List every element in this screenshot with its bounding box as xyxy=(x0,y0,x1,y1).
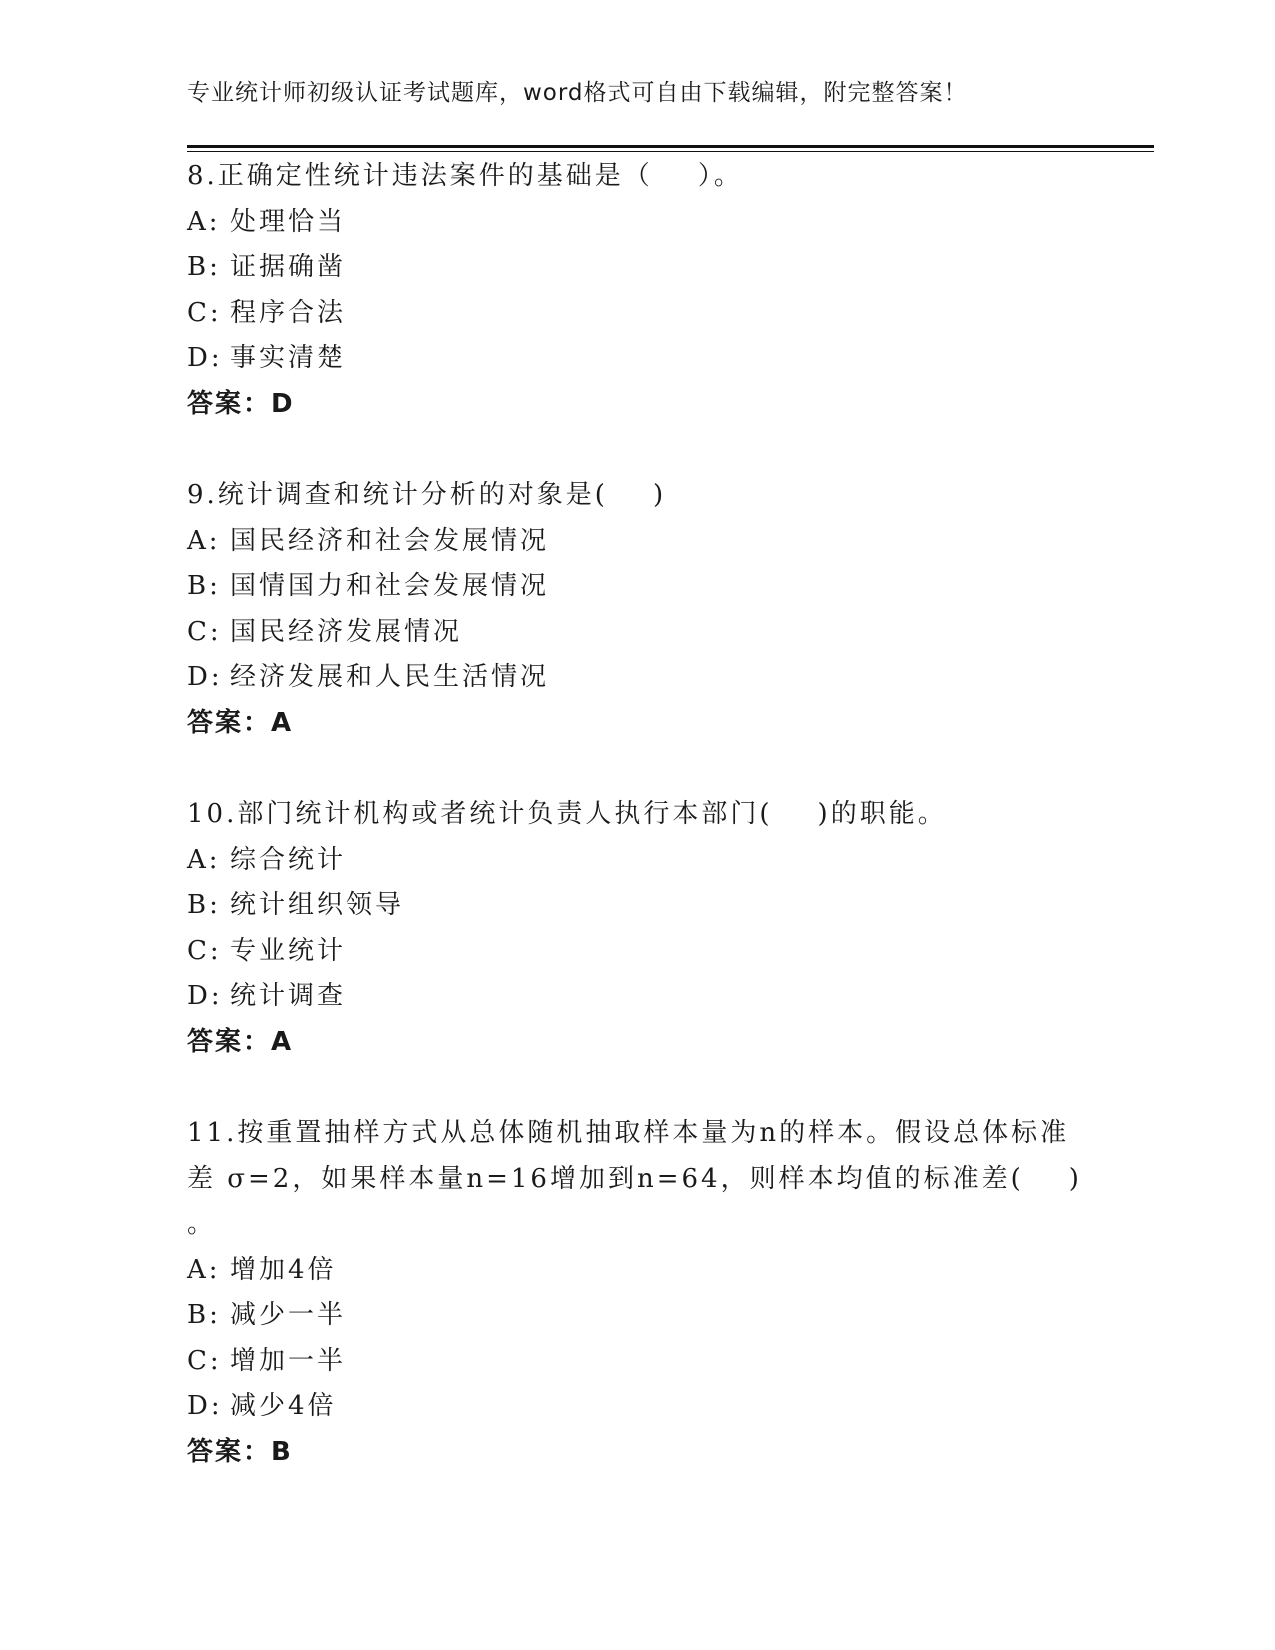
option-b xyxy=(187,1293,1087,1339)
option-letter: B: xyxy=(187,252,221,282)
question-stem: 9.统计调查和统计分析的对象是( ) xyxy=(187,480,667,510)
question-stem: 8.正确定性统计违法案件的基础是（ ）。 xyxy=(187,161,743,191)
option-text: 国情国力和社会发展情况 xyxy=(230,571,550,601)
option-letter: D: xyxy=(187,662,223,692)
option-text: 经济发展和人民生活情况 xyxy=(230,662,550,692)
option-letter: A: xyxy=(187,1254,221,1285)
question-8 xyxy=(187,154,1087,427)
option-text: 综合统计 xyxy=(230,844,347,875)
option-letter: B: xyxy=(187,571,221,601)
option-d xyxy=(187,655,1087,701)
option-b xyxy=(187,564,1087,610)
option-c xyxy=(187,291,1087,337)
option-letter: C: xyxy=(187,616,222,647)
option-text: 证据确凿 xyxy=(230,252,347,282)
option-letter: A: xyxy=(187,525,221,556)
option-text: 程序合法 xyxy=(230,297,347,328)
option-a xyxy=(187,1248,1087,1294)
question-stem: 11.按重置抽样方式从总体随机抽取样本量为n的样本。假设总体标准 xyxy=(187,1118,1070,1148)
option-text: 减少一半 xyxy=(230,1300,347,1330)
option-letter: B: xyxy=(187,1300,221,1330)
option-text: 国民经济和社会发展情况 xyxy=(230,525,550,556)
page-header: 专业统计师初级认证考试题库，word格式可自由下载编辑，附完整答案！ xyxy=(187,80,968,106)
option-text: 增加一半 xyxy=(230,1345,347,1376)
question-11 xyxy=(187,1111,1087,1475)
option-letter: C: xyxy=(187,1345,222,1376)
option-text: 国民经济发展情况 xyxy=(230,616,463,647)
option-c xyxy=(187,1339,1087,1385)
answer-line: 答案：B xyxy=(187,1436,293,1467)
option-letter: C: xyxy=(187,935,222,966)
option-a xyxy=(187,200,1087,246)
option-text: 减少4倍 xyxy=(230,1391,337,1421)
option-text: 增加4倍 xyxy=(230,1254,337,1285)
option-c xyxy=(187,929,1087,975)
option-d xyxy=(187,336,1087,382)
option-letter: D: xyxy=(187,343,223,373)
answer-line: 答案：A xyxy=(187,707,294,738)
option-b xyxy=(187,883,1087,929)
answer-line: 答案：A xyxy=(187,1026,294,1057)
option-d xyxy=(187,974,1087,1020)
option-letter: D: xyxy=(187,1391,223,1421)
option-a xyxy=(187,519,1087,565)
question-stem: 。 xyxy=(187,1209,217,1239)
option-text: 处理恰当 xyxy=(230,206,347,237)
answer-line: 答案：D xyxy=(187,388,295,419)
option-letter: B: xyxy=(187,890,221,920)
question-stem: 差 σ=2，如果样本量n=16增加到n=64，则样本均值的标准差( ) xyxy=(187,1163,1082,1194)
option-text: 统计组织领导 xyxy=(230,890,405,920)
option-d xyxy=(187,1384,1087,1430)
option-letter: D: xyxy=(187,981,223,1011)
option-c xyxy=(187,610,1087,656)
option-text: 事实清楚 xyxy=(230,343,347,373)
question-10 xyxy=(187,792,1087,1065)
option-letter: A: xyxy=(187,844,221,875)
option-text: 统计调查 xyxy=(230,981,347,1011)
option-a xyxy=(187,838,1087,884)
option-text: 专业统计 xyxy=(230,935,347,966)
header-rule-thick xyxy=(187,145,1154,148)
option-letter: A: xyxy=(187,206,221,237)
question-stem: 10.部门统计机构或者统计负责人执行本部门( )的职能。 xyxy=(187,799,947,829)
question-list xyxy=(187,154,1087,1521)
option-b xyxy=(187,245,1087,291)
option-letter: C: xyxy=(187,297,222,328)
question-9 xyxy=(187,473,1087,746)
header-rule-thin xyxy=(187,151,1154,152)
